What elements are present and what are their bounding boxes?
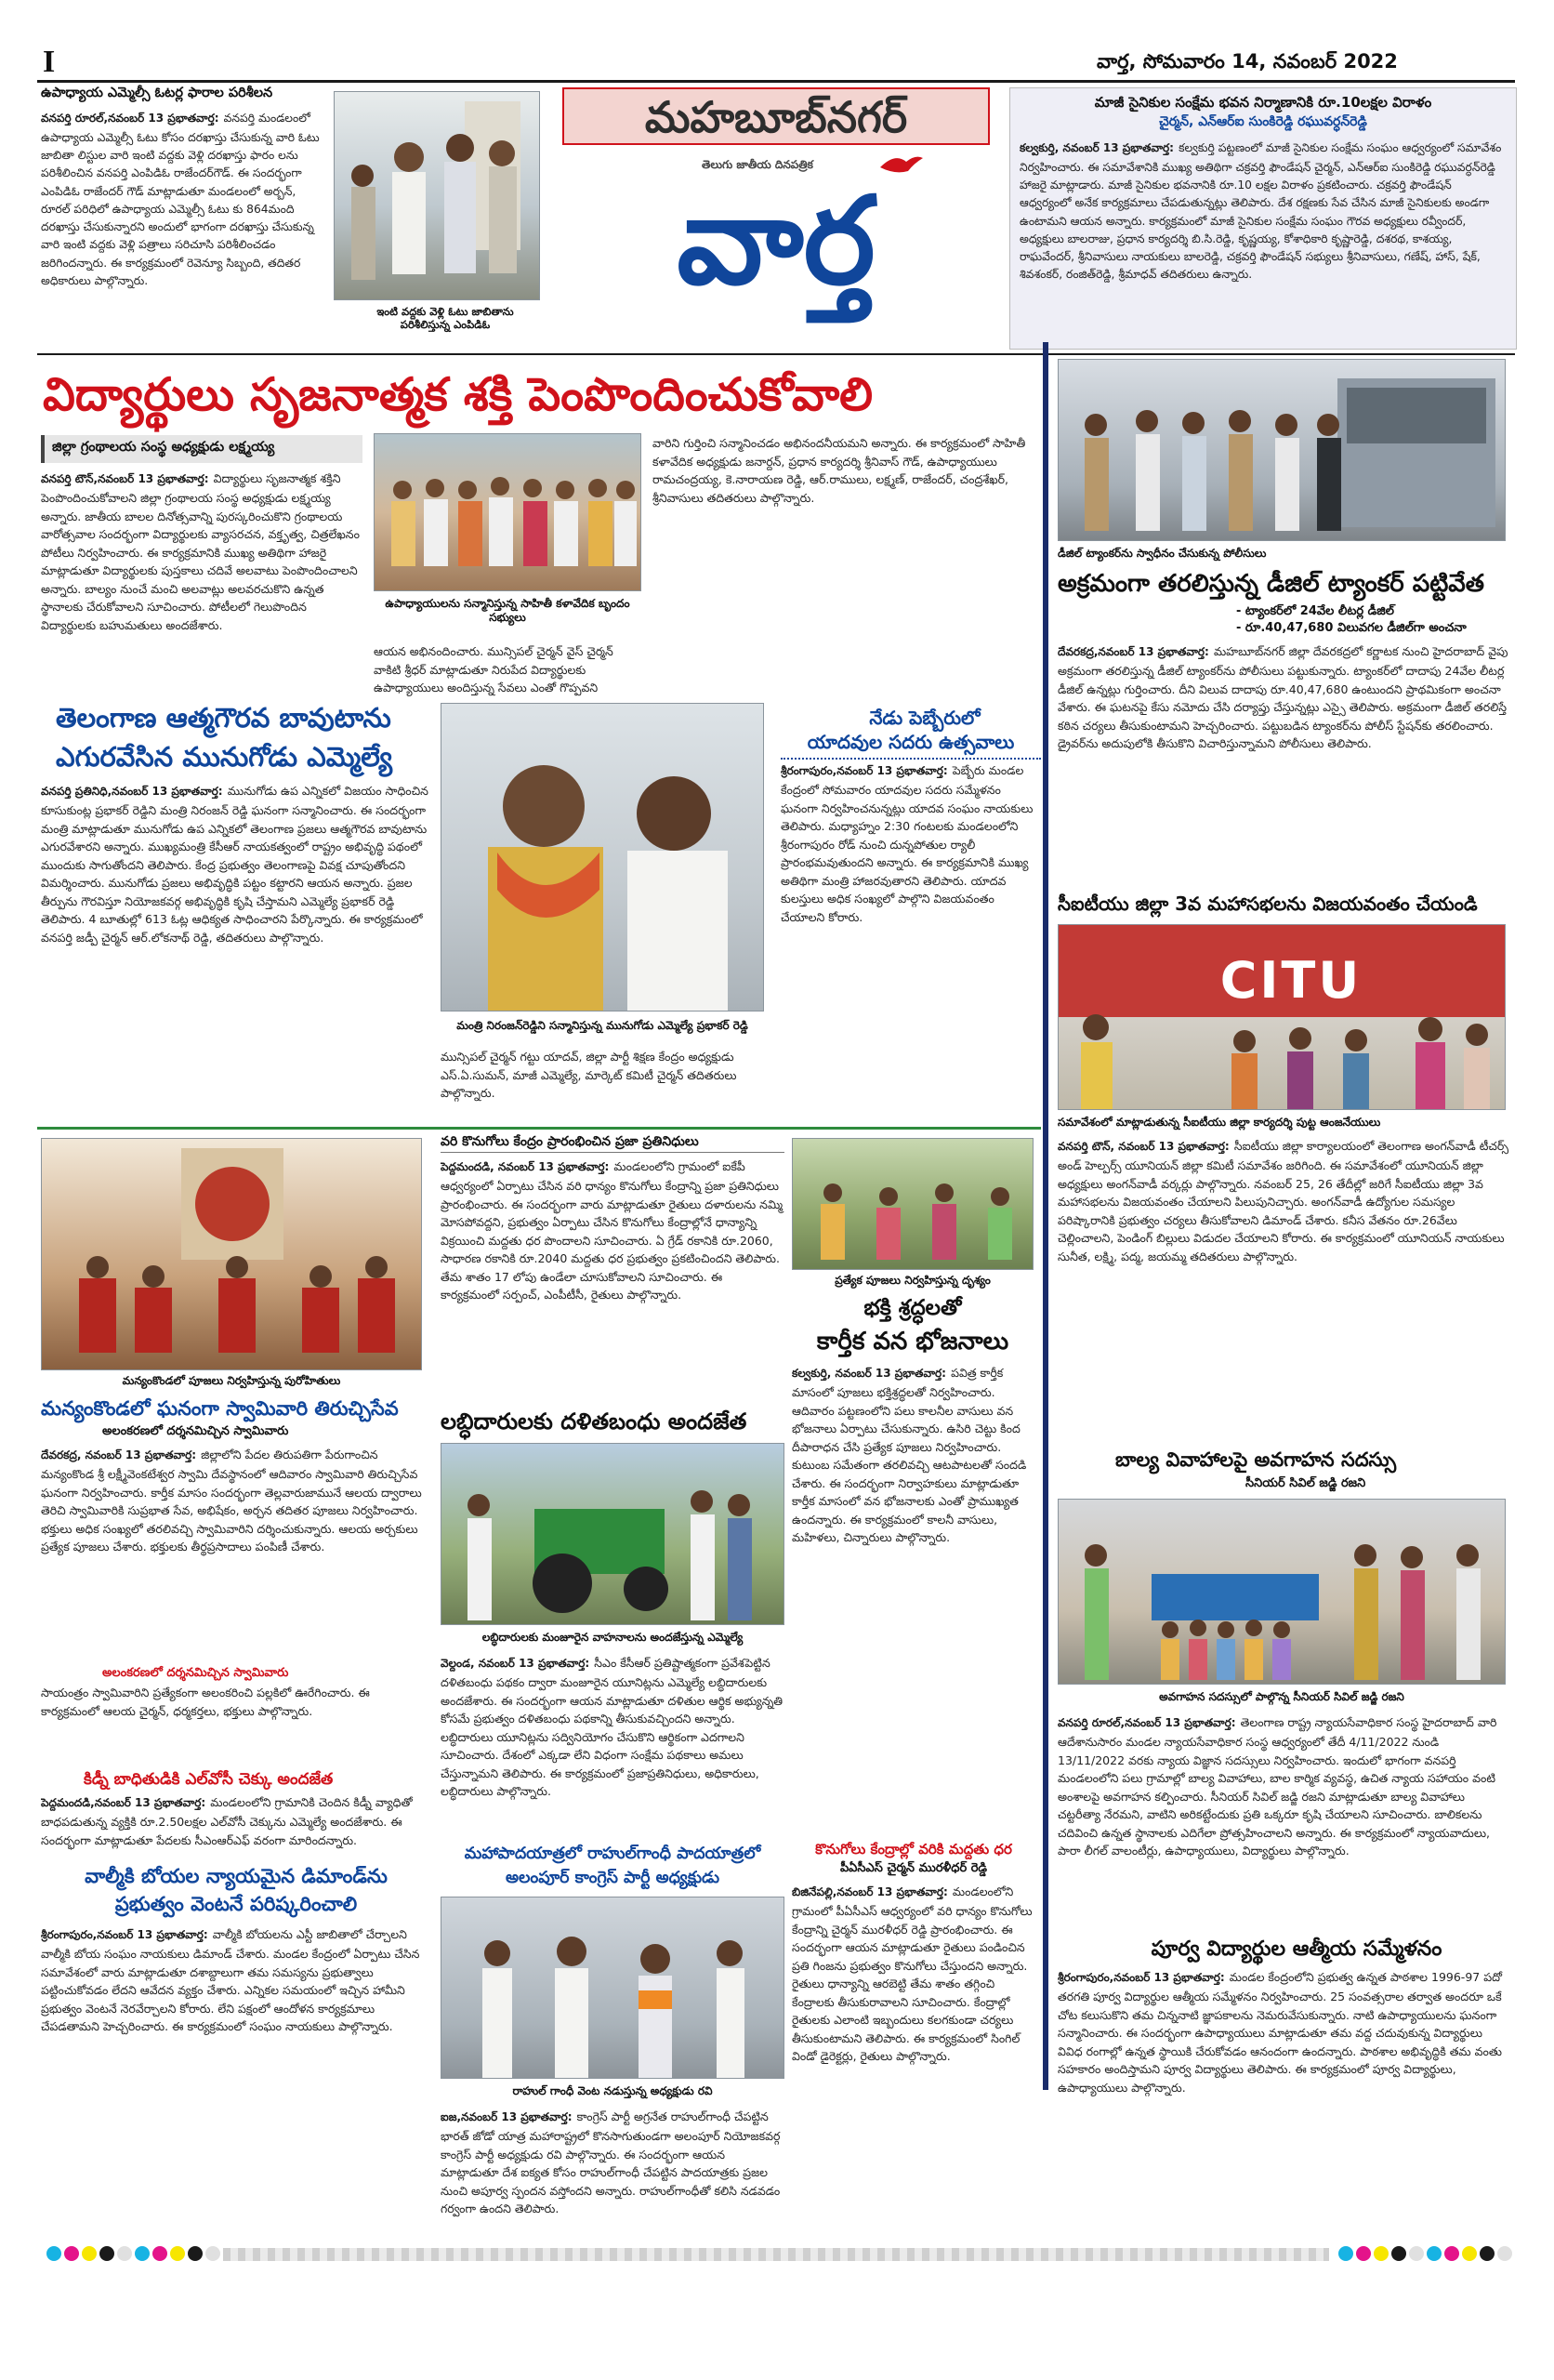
top-left-story [41, 86, 543, 348]
photo-caption: మన్యంకొండలో పూజలు నిర్వహిస్తున్న పురోహితులు [122, 1374, 341, 1387]
child-marriage-headline: బాల్య వివాహాలపై అవగాహన సదస్సు [1115, 1448, 1397, 1471]
masthead-brand: వార్త [677, 169, 876, 311]
pooja-photo-illustration [793, 1139, 1034, 1270]
story-body: మండలంలోని గ్రామానికి చెందిన కిడ్నీ వ్యాధితో బాధపడుతున్న వ్యక్తికి రూ.2.50లక్షల ఎల్‌వోసీ చెక్కును ఎమ్మెల్యే అందజేశారు. ఈ సందర్భంగా మాట్లాడుతూ పేదలకు సీఎంఆర్‌ఎఫ్ వరంగా మారిందన్నారు. [41, 1795, 413, 1847]
child-marriage-sub: సీనియర్ సివిల్ జడ్జి రజని [1245, 1476, 1366, 1490]
photo-caption: లబ్ధిదారులకు మంజూరైన వాహనాలను అందజేస్తున్న ఎమ్మెల్యే [481, 1631, 744, 1644]
photo-caption: ఇంటి వద్దకు వెళ్లి ఓటు జాబితాను పరిశీలిస్తున్న ఎంపిడిఓ [376, 305, 514, 332]
citu-headline: సీఐటీయు జిల్లా 3వ మహాసభలను విజయవంతం చేయండి [1058, 892, 1478, 915]
group-photo-illustration [375, 434, 641, 591]
diesel-body [1058, 641, 1509, 885]
telangana-headline-1: తెలంగాణ ఆత్మగౌరవ బావుటాను [56, 702, 391, 734]
story-body: మునుగోడు ఉప ఎన్నికలో విజయం సాధించిన కూసుకుంట్ల ప్రభాకర్ రెడ్డిని మంత్రి నిరంజన్ రెడ్డి ఘనంగా సన్మానించారు. ఈ సందర్భంగా మంత్రి మాట్లాడుతూ మునుగోడు ఉప ఎన్నికలో తెలంగాణ ప్రజలు ఆత్మగౌరవ బావుటాను ఎగురవేశారని అన్నారు. ముఖ్యమంత్రి కేసీఆర్ నాయకత్వంలో రాష్ట్రం అభివృద్ధి పథంలో ముందుకు సాగుతోందని తెలిపారు. కేంద్ర ప్రభుత్వం తెలంగాణపై వివక్ష చూపుతోందని విమర్శించారు. మునుగోడు ప్రజలు అభివృద్ధికి పట్టం కట్టారని ఆయన అన్నారు. ప్రజల తీర్పును గౌరవిస్తూ నియోజకవర్గ అభివృద్ధికి కృషి చేస్తామని ఎమ్మెల్యే ప్రభాకర్ రెడ్డి తెలిపారు. 4 బూతుల్లో 613 ఓట్ల ఆధిక్యత సాధించారని పేర్కొన్నారు. ఈ కార్యక్రమంలో వనపర్తి జడ్పీ చైర్మన్ ఆర్.లోకనాథ్ రెడ్డి, తదితరులు పాల్గొన్నారు. [41, 784, 428, 945]
story-body: మండలంలోని గ్రామంలో పీఏసీఎస్ ఆధ్వర్యంలో వరి ధాన్యం కొనుగోలు కేంద్రాన్ని చైర్మన్ మురళీధర్ రెడ్డి ప్రారంభించారు. ఈ సందర్భంగా ఆయన మాట్లాడుతూ రైతులు పండించిన ప్రతి గింజను ప్రభుత్వం కొనుగోలు చేస్తుందని అన్నారు. రైతులు ధాన్యాన్ని ఆరబెట్టి తేమ శాతం తగ్గించి కేంద్రాలకు తీసుకురావాలని సూచించారు. కేంద్రాల్లో రైతులకు ఎలాంటి ఇబ్బందులు కలగకుండా చర్యలు తీసుకుంటామని తెలిపారు. ఈ కార్యక్రమంలో సింగిల్ విండో డైరెక్టర్లు, రైతులు పాల్గొన్నారు. [792, 1884, 1033, 2063]
photo-karthika-pooja [792, 1138, 1034, 1270]
temple-body [41, 1445, 431, 1664]
kidney-body [41, 1792, 431, 1856]
dalitbandhu-headline: లబ్ధిదారులకు దళితబంధు అందజేత [441, 1408, 747, 1435]
lead-body-col3 [652, 433, 1034, 694]
dateline: శ్రీరంగాపురం,నవంబర్ 13 ప్రభాతవార్త: [781, 764, 948, 777]
story-body: జిల్లాలోని పేదల తిరుపతిగా పేరుగాంచిన మన్యంకొండ శ్రీ లక్ష్మీవెంకటేశ్వర స్వామి దేవస్థానంలో ఆదివారం స్వామివారి తిరుచ్చిసేవ ఘనంగా నిర్వహించారు. కార్తీక మాసం సందర్భంగా తెల్లవారుజామునే ఆలయ ద్వారాలు తెరిచి స్వామివారికి సుప్రభాత సేవ, అభిషేకం, అర్చన తదితర పూజలు నిర్వహించారు. భక్తులు అధిక సంఖ్యలో తరలివచ్చి స్వామివారిని దర్శించుకున్నారు. ఆలయ అర్చకులు ప్రత్యేక పూజలు చేశారు. భక్తులకు తీర్థప్రసాదాలు పంపిణీ చేశారు. [41, 1448, 422, 1554]
telangana-headline-2: ఎగురవేసిన మునుగోడు ఎమ్మెల్యే [56, 741, 393, 773]
dove-logo-icon [878, 151, 925, 178]
temple-headline: మన్యంకొండలో ఘనంగా స్వామివారి తిరుచ్చిసేవ [41, 1397, 399, 1420]
dateline: బిజినేపల్లి,నవంబర్ 13 ప్రభాతవార్త: [792, 1885, 948, 1898]
registration-dot [1497, 2246, 1512, 2261]
footer-bar [37, 2242, 1515, 2267]
diesel-sub2: - రూ.40,47,680 విలువగల డీజిల్‌గా అంచనా [1236, 621, 1467, 635]
registration-dot [82, 2246, 97, 2261]
dateline: వనపర్తి ప్రతినిధి,నవంబర్ 13 ప్రభాతవార్త: [41, 785, 223, 798]
rahul-body [441, 2107, 784, 2226]
dateline: పెద్దమందడి, నవంబర్ 13 ప్రభాతవార్త: [441, 1160, 610, 1173]
registration-dot [1391, 2246, 1406, 2261]
alumni-headline: పూర్వ విద్యార్థుల ఆత్మీయ సమ్మేళనం [1151, 1937, 1442, 1961]
dateline: కల్వకుర్తి, నవంబర్ 13 ప్రభాతవార్త: [792, 1367, 946, 1380]
story-body: కల్వకుర్తి పట్టణంలో మాజీ సైనికుల సంక్షేమ సంఘం ఆధ్వర్యంలో సమావేశం నిర్వహించారు. ఈ సమావేశానికి ముఖ్య అతిథిగా చక్రవర్తి ఫౌండేషన్ చైర్మన్, ఎన్‌ఆర్‌ఐ సుంకిరెడ్డి రఘువర్ధన్‌రెడ్డి హాజరై మాట్లాడారు. మాజీ సైనికుల భవనానికి రూ.10 లక్షల విరాళం ప్రకటించారు. చక్రవర్తి ఫౌండేషన్ ఆధ్వర్యంలో అనేక కార్యక్రమాలు చేపడుతున్నట్లు తెలిపారు. దేశ రక్షణకు సేవ చేసిన మాజీ సైనికులకు అండగా ఉంటామని ఆయన అన్నారు. కార్యక్రమంలో మాజీ సైనికుల సంక్షేమ సంఘం గౌరవ అధ్యక్షులు రవ్వీందర్, అధ్యక్షులు బాలరాజు, ప్రధాన కార్యదర్శి బి.సి.రెడ్డి, కృష్ణయ్య, కోశాధికారి కృష్ణారెడ్డి, దశరథ, కాశయ్య, రాఘవేందర్, శ్రీనివాసులు నాయకులు బాలరెడ్డి, చక్రవర్తి ఫౌండేషన్ సభ్యులు శ్రీనివాసులు, గణేష్, హాస్, షేక్, శివశంకర్, రంజిత్‌రెడ్డి, శ్రీమాధవ్ తదితరులు ఉన్నారు. [1020, 141, 1502, 282]
headline: మాజీ సైనికుల సంక్షేమ భవన నిర్మాణానికి రూ.10లక్షల విరాళం [1094, 94, 1432, 111]
citu-body [1058, 1136, 1509, 1443]
citu-banner-text: CITU [1219, 951, 1363, 1010]
dateline: ఐజ,నవంబర్ 13 ప్రభాతవార్త: [441, 2110, 573, 2123]
paddy-headline: వరి కొనుగోలు కేంద్రం ప్రారంభించిన ప్రజా ప్రతినిధులు [441, 1134, 784, 1153]
telangana-body-2 [441, 1047, 766, 1112]
lead-subhead: జిల్లా గ్రంథాలయ సంస్థ అధ్యక్షుడు లక్ష్మయ్య [52, 440, 275, 455]
section-rule-green [37, 1127, 1041, 1130]
registration-dot [205, 2246, 220, 2261]
photo-citu-meeting [1058, 924, 1506, 1110]
karthika-body [792, 1363, 1035, 1837]
rahul-headline-1: మహాపాదయాత్రలో రాహుల్‌గాంధీ పాదయాత్రలో [464, 1844, 761, 1863]
temple-body-2 [41, 1683, 431, 1766]
registration-dot [135, 2246, 150, 2261]
date-line: వార్త, సోమవారం 14, నవంబర్ 2022 [1097, 50, 1398, 73]
photo-caption: అవగాహన సదస్సులో పాల్గొన్న సీనియర్ సివిల్ జడ్జి రజని [1159, 1690, 1404, 1703]
masthead-tag: తెలుగు జాతీయ దినపత్రిక [702, 158, 813, 171]
story-body: తెలంగాణ రాష్ట్ర న్యాయసేవాధికార సంస్థ హైదరాబాద్ వారి ఆదేశానుసారం మండల న్యాయసేవాధికార సంస్థ ఆధ్వర్యంలో తేదీ 4/11/2022 నుండి 13/11/2022 వరకు న్యాయ విజ్ఞాన సదస్సులు నిర్వహించారు. ఇందులో భాగంగా వనపర్తి మండలంలోని పలు గ్రామాల్లో బాల్య వివాహాలు, బాల కార్మిక వ్యవస్థ, ఉచిత న్యాయ సహాయం వంటి అంశాలపై అవగాహన కల్పించారు. సీనియర్ సివిల్ జడ్జి రజని మాట్లాడుతూ బాల్య వివాహాలు చట్టరీత్యా నేరమని, వాటిని అరికట్టేందుకు ప్రతి ఒక్కరూ కృషి చేయాలని సూచించారు. బాలికలను చదివించి ఉన్నత స్థానాలకు ఎదిగేలా ప్రోత్సహించాలని అన్నారు. ఈ కార్యక్రమంలో న్యాయవాదులు, పారా లీగల్ వాలంటీర్లు, ఉపాధ్యాయులు, విద్యార్థులు పాల్గొన్నారు. [1058, 1715, 1497, 1858]
registration-dots-left [46, 2246, 223, 2263]
awareness-photo-illustration [1059, 1500, 1506, 1685]
rahul-headline-2: అలంపూర్ కాంగ్రెస్ పార్టీ అధ్యక్షుడు [505, 1869, 720, 1887]
dateline: వనపర్తి రూరల్,నవంబర్ 13 ప్రభాతవార్త: [41, 112, 219, 125]
minister-photo-illustration [441, 704, 764, 1012]
photo-teachers-felicitation [374, 433, 641, 591]
registration-dot [1462, 2246, 1477, 2261]
temple-photo-illustration [42, 1139, 422, 1370]
lead-headline: విద్యార్థులు సృజనాత్మక శక్తి పెంపొందించుకోవాలి [43, 368, 874, 421]
photo-caption: ఉపాధ్యాయులను సన్మానిస్తున్న సాహితీ కళావేదిక బృందం సభ్యులు [385, 597, 630, 624]
masthead-title: మహబూబ్‌నగర్ [562, 87, 990, 145]
story-body: సాయంత్రం స్వామివారిని ప్రత్యేకంగా అలంకరించి పల్లకిలో ఊరేగించారు. ఈ కార్యక్రమంలో ఆలయ చైర్మన్, ధర్మకర్తలు, భక్తులు పాల్గొన్నారు. [41, 1686, 370, 1718]
temple-subhead: అలంకరణలో దర్శనమిచ్చిన స్వామివారు [102, 1424, 289, 1438]
story-body: వారిని గుర్తించి సన్మానించడం అభినందనీయమని అన్నారు. ఈ కార్యక్రమంలో సాహితీ కళావేదిక అధ్యక్షుడు జనార్దన్, ప్రధాన కార్యదర్శి శ్రీనివాస్ గౌడ్, ఉపాధ్యాయులు రామచంద్రయ్య, కె.నారాయణ రెడ్డి, ఆర్.రాములు, లక్ష్మణ్, రాజేందర్, చంద్రశేఖర్, శ్రీనివాసులు తదితరులు పాల్గొన్నారు. [652, 436, 1026, 505]
story-body: మండల కేంద్రంలోని ప్రభుత్వ ఉన్నత పాఠశాల 1996-97 పదో తరగతి పూర్వ విద్యార్థుల ఆత్మీయ సమ్మేళనం నిర్వహించారు. 25 సంవత్సరాల తర్వాత అందరూ ఒకే చోట కలుసుకొని తమ చిన్ననాటి జ్ఞాపకాలను నెమరువేసుకున్నారు. నాటి ఉపాధ్యాయులను ఘనంగా సన్మానించారు. ఈ సందర్భంగా ఉపాధ్యాయులు మాట్లాడుతూ తమ వద్ద చదువుకున్న విద్యార్థులు వివిధ రంగాల్లో ఉన్నత స్థాయికి చేరుకోవడం ఆనందంగా ఉందన్నారు. పాఠశాల అభివృద్ధికి తమ వంతు సహకారం అందిస్తామని పూర్వ విద్యార్థులు తెలిపారు. ఈ కార్యక్రమంలో పూర్వ విద్యార్థులు, ఉపాధ్యాయులు పాల్గొన్నారు. [1058, 1970, 1502, 2095]
dateline: వెల్దండ, నవంబర్ 13 ప్రభాతవార్త: [441, 1657, 590, 1670]
dateline: పెద్దమందడి,నవంబర్ 13 ప్రభాతవార్త: [41, 1796, 206, 1809]
registration-dot [170, 2246, 185, 2261]
registration-dot [117, 2246, 132, 2261]
alumni-body [1058, 1967, 1509, 2229]
paddy2-body [792, 1882, 1035, 2226]
photo-caption: రాహుల్ గాంధీ వెంట నడుస్తున్న అధ్యక్షుడు రవి [512, 2084, 713, 2097]
top-right-story [1009, 87, 1517, 350]
registration-dot [46, 2246, 61, 2261]
lead-subhead-box [41, 435, 362, 463]
sadar-headline-1: నేడు పెబ్బేరులో [869, 707, 981, 729]
dateline: శ్రీరంగాపురం,నవంబర్ 13 ప్రభాతవార్త: [1058, 1971, 1225, 1984]
meeting-photo-illustration [1059, 925, 1506, 1110]
story-body: కాంగ్రెస్ పార్టీ అగ్రనేత రాహుల్‌గాంధీ చేపట్టిన భారత్ జోడో యాత్ర మహారాష్ట్రలో కొనసాగుతుండగా అలంపూర్ నియోజకవర్గ కాంగ్రెస్ పార్టీ అధ్యక్షుడు రవి పాల్గొన్నారు. ఈ సందర్భంగా ఆయన మాట్లాడుతూ దేశ ఐక్యత కోసం రాహుల్‌గాంధీ చేపట్టిన పాదయాత్రకు ప్రజల నుంచి అపూర్వ స్పందన వస్తోందని అన్నారు. రాహుల్‌గాంధీతో కలిసి నడవడం గర్వంగా ఉందని తెలిపారు. [441, 2109, 781, 2215]
photo-diesel-tanker [1058, 359, 1506, 541]
photo-rahul-padayatra [441, 1897, 784, 2079]
registration-dots-right [1338, 2246, 1515, 2263]
telangana-body [41, 781, 431, 1112]
story-body: పెబ్బేరు మండల కేంద్రంలో సోమవారం యాదవుల సదరు సమ్మేళనం ఘనంగా నిర్వహించనున్నట్లు యాదవ సంఘం నాయకులు తెలిపారు. మధ్యాహ్నం 2:30 గంటలకు మండలంలోని శ్రీరంగాపురం రోడ్ నుంచి దున్నపోతుల ర్యాలీ ప్రారంభమవుతుందని అన్నారు. ఈ కార్యక్రమానికి ముఖ్య అతిథిగా మంత్రి హాజరవుతారని తెలిపారు. యాదవ కులస్తులు అధిక సంఖ్యలో పాల్గొని విజయవంతం చేయాలని కోరారు. [781, 763, 1034, 924]
paddy-body [441, 1157, 784, 1404]
photo-caption: సమావేశంలో మాట్లాడుతున్న సీఐటీయు జిల్లా కార్యదర్శి పుట్ట ఆంజనేయులు [1058, 1116, 1381, 1129]
dateline: దేవరకద్ర,నవంబర్ 13 ప్రభాతవార్త: [1058, 645, 1209, 658]
dateline: కల్వకుర్తి, నవంబర్ 13 ప్రభాతవార్త: [1020, 141, 1174, 154]
story-body: విద్యార్థులు సృజనాత్మక శక్తిని పెంపొందించుకోవాలని జిల్లా గ్రంథాలయ సంస్థ అధ్యక్షుడు లక్ష్మయ్య అన్నారు. జాతీయ బాలల దినోత్సవాన్ని పురస్కరించుకొని గ్రంథాలయ వారోత్సవాల సందర్భంగా విద్యార్థులకు వ్యాసరచన, వక్తృత్వ, చిత్రలేఖనం పోటీలు నిర్వహించారు. ఈ కార్యక్రమానికి ముఖ్య అతిథిగా హాజరై మాట్లాడుతూ విద్యార్థులకు పుస్తకాలు చదివే అలవాటు పెంపొందించాలని అన్నారు. బాల్యం నుంచే మంచి అలవాట్లు అలవరచుకొని ఉన్నత స్థానాలకు చేరుకోవాలని సూచించారు. పోటీలలో గెలుపొందిన విద్యార్థులకు బహుమతులు అందజేశారు. [41, 471, 360, 632]
photo-caption: మంత్రి నిరంజన్‌రెడ్డిని సన్మానిస్తున్న మునుగోడు ఎమ్మెల్యే ప్రభాకర్ రెడ్డి [456, 1019, 748, 1032]
registration-dot [1374, 2246, 1389, 2261]
photo-dalitbandhu [441, 1443, 784, 1625]
photo-caption: ప్రత్యేక పూజలు నిర్వహిస్తున్న దృశ్యం [835, 1274, 991, 1287]
story-body: మహబూబ్‌నగర్ జిల్లా దేవరకద్రలో కర్ణాటక నుంచి హైదరాబాద్ వైపు అక్రమంగా తరలిస్తున్న డీజిల్ ట్యాంకర్‌ను పోలీసులు పట్టుకున్నారు. ట్యాంకర్‌లో దాదాపు 24వేల లీటర్ల డీజిల్ ఉన్నట్లు గుర్తించారు. దీని విలువ దాదాపు రూ.40,47,680 ఉంటుందని ప్రాథమికంగా అంచనా వేశారు. ఈ ఘటనపై కేసు నమోదు చేసి దర్యాప్తు చేస్తున్నట్లు ఎస్సై తెలిపారు. అక్రమంగా డీజిల్ తరలిస్తే కఠిన చర్యలు తీసుకుంటామని హెచ్చరించారు. పట్టుబడిన ట్యాంకర్‌ను పోలీస్ స్టేషన్‌కు తరలించారు. డ్రైవర్‌ను అదుపులోకి తీసుకొని విచారిస్తున్నామని పోలీసులు తెలిపారు. [1058, 644, 1508, 750]
subhead: చైర్మన్, ఎన్‌ఆర్‌ఐ సుంకిరెడ్డి రఘువర్ధన్‌రెడ్డి [1159, 114, 1367, 129]
masthead [553, 86, 999, 342]
registration-dot [1409, 2246, 1424, 2261]
police-photo-illustration [1059, 360, 1506, 541]
dateline: దేవరకద్ర, నవంబర్ 13 ప్రభాతవార్త: [41, 1448, 197, 1461]
karthika-headline-1: భక్తి శ్రద్ధలతో [863, 1296, 962, 1320]
photo-minister-felicitation [441, 703, 764, 1012]
registration-dot [1427, 2246, 1442, 2261]
registration-dot [1356, 2246, 1371, 2261]
sadar-body [781, 760, 1034, 1114]
lead-body-bottom [374, 641, 643, 697]
story-body: సీఎం కేసీఆర్ ప్రతిష్టాత్మకంగా ప్రవేశపెట్టిన దళితబంధు పథకం ద్వారా మంజూరైన యూనిట్లను ఎమ్మెల్యే లబ్ధిదారులకు అందజేశారు. ఈ సందర్భంగా ఆయన మాట్లాడుతూ దళితుల ఆర్థిక అభ్యున్నతి కోసమే ప్రభుత్వం దళితబంధు పథకాన్ని తీసుకువచ్చిందని అన్నారు. లబ్ధిదారులు యూనిట్లను సద్వినియోగం చేసుకొని ఆర్థికంగా ఎదగాలని సూచించారు. దేశంలో ఎక్కడా లేని విధంగా సంక్షేమ పథకాలు అమలు చేస్తున్నామని తెలిపారు. ఈ కార్యక్రమంలో ప్రజాప్రతినిధులు, అధికారులు, లబ్ధిదారులు పాల్గొన్నారు. [441, 1656, 784, 1798]
diesel-sub1: - ట్యాంకర్‌లో 24వేల లీటర్ల డీజిల్ [1236, 604, 1395, 618]
registration-dot [1480, 2246, 1495, 2261]
dateline: వనపర్తి టౌన్, నవంబర్ 13 ప్రభాతవార్త: [1058, 1140, 1230, 1153]
boya-body [41, 1924, 431, 2226]
registration-dot [188, 2246, 203, 2261]
sadar-headline-2: యాదవుల సదరు ఉత్సవాలు [781, 731, 1041, 760]
photo-ballot-verification [334, 91, 540, 300]
registration-dot [1338, 2246, 1353, 2261]
boya-headline-1: వాల్మీకి బోయల న్యాయమైన డిమాండ్‌ను [85, 1865, 388, 1887]
karthika-headline-2: కార్తీక వన భోజనాలు [816, 1328, 1009, 1355]
padayatra-photo-illustration [441, 1897, 784, 2079]
registration-dot [64, 2246, 79, 2261]
headline: ఉపాధ్యాయ ఎమ్మెల్సీ ఓటర్ల ఫారాల పరిశీలన [41, 86, 273, 100]
registration-gradient [223, 2248, 1329, 2261]
tractor-photo-illustration [441, 1444, 784, 1625]
story-body: మండలంలోని గ్రామంలో ఐకేపీ ఆధ్వర్యంలో ఏర్పాటు చేసిన వరి ధాన్యం కొనుగోలు కేంద్రాన్ని ప్రజా ప్రతినిధులు ప్రారంభించారు. ఈ సందర్భంగా వారు మాట్లాడుతూ రైతులు దళారులను నమ్మి మోసపోవద్దని, ప్రభుత్వం ఏర్పాటు చేసిన కొనుగోలు కేంద్రాల్లోనే ధాన్యాన్ని విక్రయించి మద్దతు ధర పొందాలని సూచించారు. ఏ గ్రేడ్ రకానికి రూ.2060, సాధారణ రకానికి రూ.2040 మద్దతు ధర ప్రభుత్వం ప్రకటించిందని తెలిపారు. తేమ శాతం 17 లోపు ఉండేలా చూసుకోవాలని సూచించారు. ఈ కార్యక్రమంలో సర్పంచ్, ఎంపీటీసీ, రైతులు పాల్గొన్నారు. [441, 1159, 784, 1302]
story-body: పవిత్ర కార్తీక మాసంలో పూజలు భక్తిశ్రద్ధలతో నిర్వహించారు. ఆదివారం పట్టణంలోని పలు కాలనీల వాసులు వన భోజనాలు ఏర్పాటు చేసుకున్నారు. ఉసిరి చెట్టు కింద దీపారాధన చేసి ప్రత్యేక పూజలు నిర్వహించారు. కుటుంబ సమేతంగా తరలివచ్చి ఆటపాటలతో సందడి చేశారు. ఈ సందర్భంగా నిర్వాహకులు మాట్లాడుతూ కార్తీక మాసంలో వన భోజనాలకు ఎంతో ప్రాముఖ్యత ఉందన్నారు. ఈ కార్యక్రమంలో కాలనీ వాసులు, మహిళలు, చిన్నారులు పాల్గొన్నారు. [792, 1366, 1027, 1544]
dalitbandhu-body [441, 1653, 784, 1841]
photo-temple [41, 1138, 422, 1370]
story-body: మున్సిపల్ చైర్మన్ గట్టు యాదవ్, జిల్లా పార్టీ శిక్షణ కేంద్రం అధ్యక్షుడు ఎస్.ఏ.సుమన్, మాజీ ఎమ్మెల్యే, మార్కెట్ కమిటీ చైర్మన్ తదితరులు పాల్గొన్నారు. [441, 1050, 737, 1100]
story-body: సీఐటీయు జిల్లా కార్యాలయంలో తెలంగాణ అంగన్‌వాడీ టీచర్స్ అండ్ హెల్పర్స్ యూనియన్ జిల్లా కమిటీ సమావేశం జరిగింది. ఈ సమావేశంలో యూనియన్ జిల్లా అధ్యక్షులు అంగన్‌వాడీ వర్కర్లు పాల్గొన్నారు. నవంబర్ 25, 26 తేదీల్లో జరిగే సీఐటీయు జిల్లా 3వ మహాసభలను విజయవంతం చేయాలని పిలుపునిచ్చారు. అంగన్‌వాడీ ఉద్యోగుల సమస్యల పరిష్కారానికి ప్రభుత్వం చర్యలు తీసుకోవాలని డిమాండ్ చేశారు. కనీస వేతనం రూ.26వేలు చెల్లించాలని, పెండింగ్ బిల్లులు విడుదల చేయాలని కోరారు. ఈ కార్యక్రమంలో యూనియన్ నాయకులు సునీత, లక్ష్మి, పద్మ, జయమ్మ తదితరులు పాల్గొన్నారు. [1058, 1139, 1509, 1263]
story-body: ఆయన అభినందించారు. మున్సిపల్ చైర్మన్ వైస్ చైర్మన్ వాకిటి శ్రీధర్ మాట్లాడుతూ నిరుపేద విద్యార్థులకు ఉపాధ్యాయులు అందిస్తున్న సేవలు ఎంతో గొప్పవని [374, 644, 613, 694]
photo-awareness-program [1058, 1499, 1506, 1685]
boya-headline-2: ప్రభుత్వం వెంటనే పరిష్కరించాలి [114, 1893, 358, 1915]
lead-body-col1 [41, 469, 362, 688]
dateline: వనపర్తి రూరల్,నవంబర్ 13 ప్రభాతవార్త: [1058, 1716, 1236, 1729]
registration-dot [1444, 2246, 1459, 2261]
paddy2-headline-1: కొనుగోలు కేంద్రాల్లో వరికి మద్దతు ధర [815, 1841, 1012, 1858]
registration-dot [152, 2246, 167, 2261]
people-photo-illustration [335, 92, 540, 300]
diesel-headline: అక్రమంగా తరలిస్తున్న డీజిల్ ట్యాంకర్ పట్టివేత [1058, 570, 1485, 598]
story-body: వనపర్తి మండలంలో ఉపాధ్యాయ ఎమ్మెల్సీ ఓటు కోసం దరఖాస్తు చేసుకున్న వారి ఓటు జాబితా లిస్టుల వారి ఇంటి వద్దకు వెళ్లి దరఖాస్తు ఫారం లను పరిశీలించిన వనపర్తి ఎంపిడిఓ రాజేందర్‌గౌడ్. ఈ సందర్భంగా ఎంపిడిఓ రాజేందర్ గౌడ్ మాట్లాడుతూ మండలంలో అర్బన్, రూరల్ పరిధిలో ఉపాధ్యాయ ఎమ్మెల్సీ ఓటు కు 864మంది దరఖాస్తు చేసుకున్నారని అందులో భాగంగా దరఖాస్తు చేసుకున్న వారి ఇంటి వద్దకు వెళ్లి పత్రాలు సరిచూసి పరిశీలించడం జరిగిందన్నారు. ఈ కార్యక్రమంలో రెవెన్యూ సిబ్బంది, తదితర అధికారులు పాల్గొన్నారు. [41, 112, 320, 287]
photo-caption: డీజిల్ ట్యాంకర్‌ను స్వాధీనం చేసుకున్న పోలీసులు [1058, 547, 1267, 560]
dateline: వనపర్తి టౌన్,నవంబర్ 13 ప్రభాతవార్త: [41, 472, 209, 485]
story-body: వాల్మీకి బోయలను ఎస్టీ జాబితాలో చేర్చాలని వాల్మీకి బోయ సంఘం నాయకులు డిమాండ్ చేశారు. మండల కేంద్రంలో ఏర్పాటు చేసిన సమావేశంలో వారు మాట్లాడుతూ దశాబ్దాలుగా తమ సమస్యను ప్రభుత్వాలు పట్టించుకోవడం లేదని ఆవేదన వ్యక్తం చేశారు. ఎన్నికల సమయంలో ఇచ్చిన హామీని ప్రభుత్వం వెంటనే నెరవేర్చాలని కోరారు. లేని పక్షంలో ఆందోళన కార్యక్రమాలు చేపడతామని హెచ్చరించారు. ఈ కార్యక్రమంలో సంఘం నాయకులు పాల్గొన్నారు. [41, 1927, 420, 2033]
kidney-headline: కిడ్నీ బాధితుడికి ఎల్‌వోసీ చెక్కు అందజేత [84, 1770, 334, 1789]
dateline: శ్రీరంగాపురం,నవంబర్ 13 ప్రభాతవార్త: [41, 1928, 208, 1941]
temple-subhead-2: అలంకరణలో దర్శనమిచ్చిన స్వామివారు [102, 1666, 289, 1680]
child-marriage-body [1058, 1712, 1509, 1930]
paddy2-headline-2: పీఏసీఎస్ చైర్మన్ మురళీధర్ రెడ్డి [839, 1861, 988, 1875]
registration-dot [99, 2246, 114, 2261]
header-rule [37, 80, 1515, 83]
page-number: I [43, 45, 56, 79]
